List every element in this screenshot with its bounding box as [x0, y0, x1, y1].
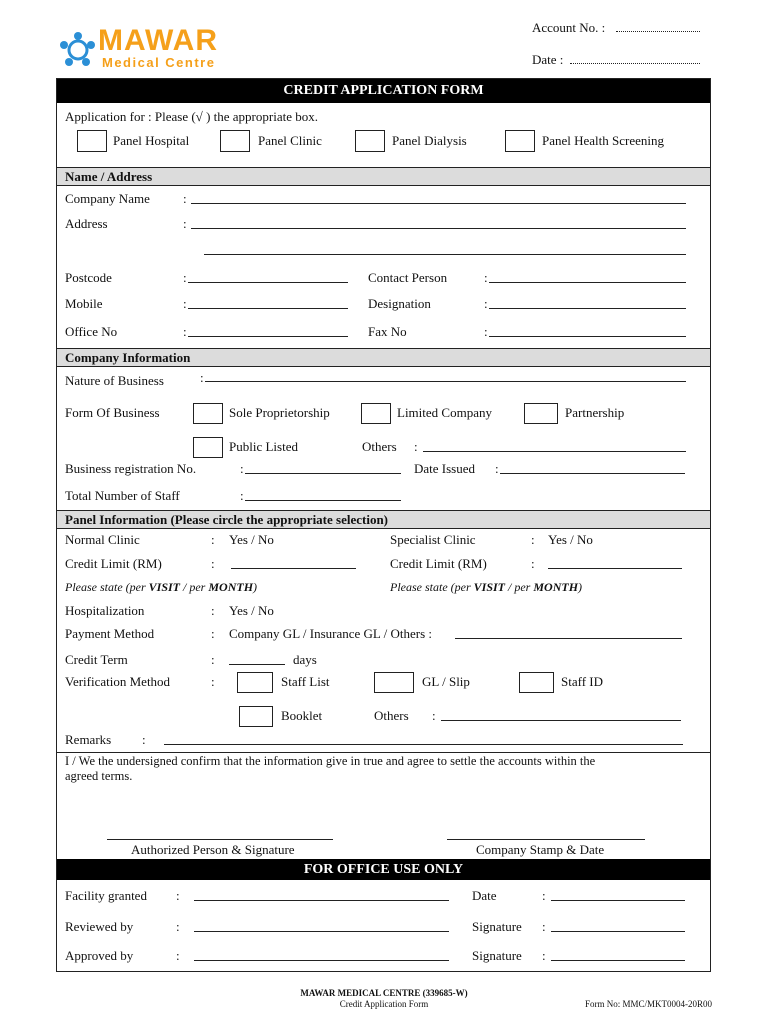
- apply-instruction: Application for : Please (√ ) the appropriate box.: [65, 109, 318, 124]
- colon: :: [176, 948, 180, 963]
- designation-label: Designation: [368, 296, 431, 311]
- section-name-address: Name / Address: [57, 167, 710, 186]
- colon: :: [200, 370, 204, 385]
- business-others-label: Others: [362, 439, 397, 454]
- state-note-specialist: Please state (per VISIT / per MONTH): [390, 580, 583, 594]
- company-stamp-line[interactable]: [447, 839, 645, 840]
- hospitalization-yes-no[interactable]: Yes / No: [229, 603, 274, 618]
- checkbox-partnership[interactable]: [524, 403, 558, 424]
- fax-no-field[interactable]: [489, 336, 686, 337]
- specialist-credit-limit-label: Credit Limit (RM): [390, 556, 487, 571]
- payment-options[interactable]: Company GL / Insurance GL / Others :: [229, 626, 433, 641]
- specialist-clinic-label: Specialist Clinic: [390, 532, 476, 547]
- option-public-listed: Public Listed: [229, 439, 298, 454]
- address-label: Address: [65, 216, 108, 231]
- total-staff-field[interactable]: [245, 500, 401, 501]
- colon: :: [542, 948, 546, 963]
- checkbox-staff-id[interactable]: [519, 672, 554, 693]
- account-no-label: Account No. :: [532, 20, 606, 35]
- declaration-text-line2: agreed terms.: [65, 769, 133, 783]
- approved-by-label: Approved by: [65, 948, 134, 963]
- normal-clinic-yes-no[interactable]: Yes / No: [229, 532, 274, 547]
- business-reg-field[interactable]: [245, 473, 401, 474]
- form-title: CREDIT APPLICATION FORM: [57, 79, 710, 103]
- checkbox-limited-company[interactable]: [361, 403, 391, 424]
- payment-others-field[interactable]: [455, 638, 682, 639]
- verification-label: Verification Method: [65, 674, 171, 689]
- credit-term-field[interactable]: [229, 664, 285, 665]
- verification-others-field[interactable]: [441, 720, 681, 721]
- colon: :: [211, 603, 215, 618]
- colon: :: [484, 324, 488, 339]
- approved-signature-label: Signature: [472, 948, 522, 963]
- authorized-signature-line[interactable]: [107, 839, 333, 840]
- verification-others-label: Others: [374, 708, 409, 723]
- footer-company: MAWAR MEDICAL CENTRE (339685-W): [300, 988, 468, 998]
- hospitalization-label: Hospitalization: [65, 603, 145, 618]
- colon: :: [211, 674, 215, 689]
- remarks-field[interactable]: [164, 744, 683, 745]
- colon: :: [484, 296, 488, 311]
- colon: :: [211, 532, 215, 547]
- contact-person-label: Contact Person: [368, 270, 448, 285]
- checkbox-panel-health-screening[interactable]: [505, 130, 535, 152]
- company-name-field[interactable]: [191, 203, 686, 204]
- option-panel-hospital: Panel Hospital: [113, 133, 190, 148]
- logo: [58, 24, 268, 72]
- colon: :: [211, 556, 215, 571]
- postcode-field[interactable]: [188, 282, 348, 283]
- option-booklet: Booklet: [281, 708, 323, 723]
- credit-limit-field[interactable]: [231, 568, 356, 569]
- option-staff-list: Staff List: [281, 674, 330, 689]
- divider: [57, 752, 710, 753]
- section-panel-info: Panel Information (Please circle the appropriate selection): [57, 510, 710, 529]
- declaration-text-line1: I / We the undersigned confirm that the information give in true and agree to settle the accounts within the: [65, 754, 596, 768]
- option-sole-proprietorship: Sole Proprietorship: [229, 405, 330, 420]
- days-label: days: [293, 652, 317, 667]
- colon: :: [240, 488, 244, 503]
- postcode-label: Postcode: [65, 270, 112, 285]
- checkbox-public-listed[interactable]: [193, 437, 223, 458]
- office-date-field[interactable]: [551, 900, 685, 901]
- date-issued-label: Date Issued: [414, 461, 476, 476]
- colon: :: [542, 919, 546, 934]
- nature-of-business-label: Nature of Business: [65, 373, 164, 388]
- approved-by-field[interactable]: [194, 960, 449, 961]
- checkbox-sole-proprietorship[interactable]: [193, 403, 223, 424]
- colon: :: [495, 461, 499, 476]
- date-field[interactable]: [570, 63, 700, 64]
- authorized-signature-label: Authorized Person & Signature: [131, 842, 295, 857]
- specialist-credit-limit-field[interactable]: [548, 568, 682, 569]
- option-staff-id: Staff ID: [561, 674, 604, 689]
- option-panel-dialysis: Panel Dialysis: [392, 133, 467, 148]
- colon: :: [176, 919, 180, 934]
- contact-person-field[interactable]: [489, 282, 686, 283]
- colon: :: [142, 732, 146, 747]
- fax-no-label: Fax No: [368, 324, 407, 339]
- office-date-label: Date: [472, 888, 497, 903]
- logo-molecule-icon: [58, 30, 98, 70]
- brand-name: MAWAR: [98, 24, 218, 57]
- colon: :: [531, 556, 535, 571]
- colon: :: [414, 439, 418, 454]
- total-staff-label: Total Number of Staff: [65, 488, 180, 503]
- colon: :: [183, 270, 187, 285]
- option-partnership: Partnership: [565, 405, 625, 420]
- mobile-label: Mobile: [65, 296, 103, 311]
- form-of-business-label: Form Of Business: [65, 405, 160, 420]
- colon: :: [542, 888, 546, 903]
- credit-limit-label: Credit Limit (RM): [65, 556, 162, 571]
- facility-granted-field[interactable]: [194, 900, 449, 901]
- colon: :: [211, 626, 215, 641]
- payment-method-label: Payment Method: [65, 626, 155, 641]
- checkbox-gl-slip[interactable]: [374, 672, 414, 693]
- company-stamp-label: Company Stamp & Date: [476, 842, 605, 857]
- colon: :: [183, 296, 187, 311]
- colon: :: [240, 461, 244, 476]
- reviewed-by-label: Reviewed by: [65, 919, 134, 934]
- colon: :: [183, 216, 187, 231]
- reviewed-signature-field[interactable]: [551, 931, 685, 932]
- credit-term-label: Credit Term: [65, 652, 128, 667]
- option-panel-health-screening: Panel Health Screening: [542, 133, 665, 148]
- checkbox-panel-clinic[interactable]: [220, 130, 250, 152]
- checkbox-staff-list[interactable]: [237, 672, 273, 693]
- address-field-line1[interactable]: [191, 228, 686, 229]
- approved-signature-field[interactable]: [551, 960, 685, 961]
- option-panel-clinic: Panel Clinic: [258, 133, 322, 148]
- date-issued-field[interactable]: [500, 473, 685, 474]
- business-others-field[interactable]: [423, 451, 686, 452]
- section-company-info: Company Information: [57, 348, 710, 367]
- checkbox-panel-dialysis[interactable]: [355, 130, 385, 152]
- designation-field[interactable]: [489, 308, 686, 309]
- colon: :: [183, 191, 187, 206]
- nature-of-business-field[interactable]: [205, 381, 686, 382]
- reviewed-by-field[interactable]: [194, 931, 449, 932]
- address-field-line2[interactable]: [204, 254, 686, 255]
- colon: :: [211, 652, 215, 667]
- colon: :: [432, 708, 436, 723]
- checkbox-panel-hospital[interactable]: [77, 130, 107, 152]
- normal-clinic-label: Normal Clinic: [65, 532, 140, 547]
- business-reg-label: Business registration No.: [65, 461, 197, 476]
- date-label: Date :: [532, 52, 564, 67]
- colon: :: [531, 532, 535, 547]
- office-use-title: FOR OFFICE USE ONLY: [57, 859, 710, 880]
- state-note-normal: Please state (per VISIT / per MONTH): [65, 580, 258, 594]
- reviewed-signature-label: Signature: [472, 919, 522, 934]
- footer-form-no: Form No: MMC/MKT0004-20R00: [585, 999, 713, 1009]
- specialist-clinic-yes-no[interactable]: Yes / No: [548, 532, 593, 547]
- company-name-label: Company Name: [65, 191, 150, 206]
- colon: :: [183, 324, 187, 339]
- brand-subtitle: Medical Centre: [102, 55, 216, 70]
- remarks-label: Remarks: [65, 732, 112, 747]
- footer-doc-name: Credit Application Form: [339, 999, 429, 1009]
- office-no-field[interactable]: [188, 336, 348, 337]
- office-no-label: Office No: [65, 324, 118, 339]
- colon: :: [176, 888, 180, 903]
- account-no-field[interactable]: [616, 31, 700, 32]
- checkbox-booklet[interactable]: [239, 706, 273, 727]
- option-gl-slip: GL / Slip: [422, 674, 470, 689]
- mobile-field[interactable]: [188, 308, 348, 309]
- facility-granted-label: Facility granted: [65, 888, 147, 903]
- option-limited-company: Limited Company: [397, 405, 492, 420]
- colon: :: [484, 270, 488, 285]
